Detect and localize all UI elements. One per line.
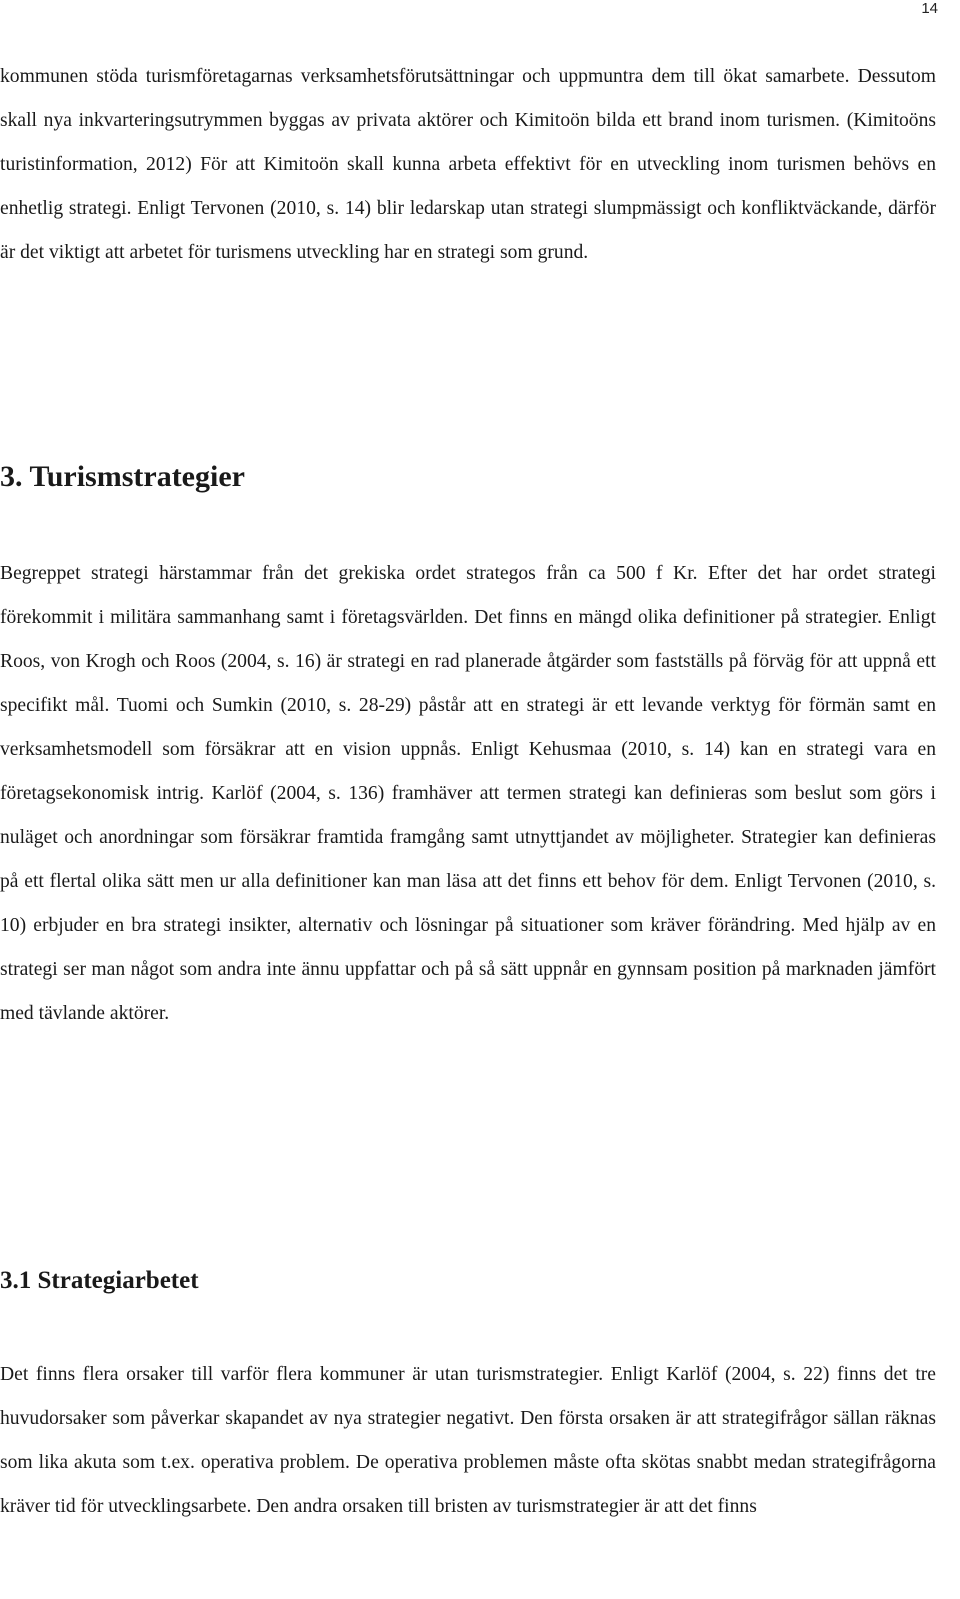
intro-paragraph: kommunen stöda turismföretagarnas verksamhetsförutsättningar och uppmuntra dem till ökat samarbete. Dessutom skall nya inkvarteringsutrymmen byggas av privata aktörer och Kimitoön bilda ett brand inom turismen. (Kimitoöns turistinformation, 2012) För att Kimitoön skall kunna arbeta effektivt för en utveckling inom turismen behövs en enhetlig strategi. Enligt Tervonen (2010, s. 14) blir ledarskap utan strategi slumpmässigt och konfliktväckande, därför är det viktigt att arbetet för turismens utveckling har en strategi som grund.	[0, 66, 936, 263]
section-3-heading: 3. Turismstrategier	[0, 460, 245, 493]
intro-paragraph-block	[0, 55, 936, 275]
section-3-1-paragraph-block	[0, 1353, 936, 1529]
section-3-paragraph-block	[0, 552, 936, 1036]
page-number: 14	[921, 0, 938, 17]
section-3-1-heading: 3.1 Strategiarbetet	[0, 1267, 199, 1294]
section-3-1-paragraph: Det finns flera orsaker till varför flera kommuner är utan turismstrategier. Enligt Karlöf (2004, s. 22) finns det tre huvudorsaker som påverkar skapandet av nya strategier negativt. Den första orsaken är att strategifrågor sällan räknas som lika akuta som t.ex. operativa problem. De operativa problemen måste ofta skötas snabbt medan strategifrågorna kräver tid för utvecklingsarbete. Den andra orsaken till bristen av turismstrategier är att det finns	[0, 1364, 936, 1517]
section-3-paragraph: Begreppet strategi härstammar från det grekiska ordet strategos från ca 500 f Kr. Efter det har ordet strategi förekommit i militära sammanhang samt i företagsvärlden. Det finns en mängd olika definitioner på strategier. Enligt Roos, von Krogh och Roos (2004, s. 16) är strategi en rad planerade åtgärder som fastställs på förväg för att uppnå ett specifikt mål. Tuomi och Sumkin (2010, s. 28-29) påstår att en strategi är ett levande verktyg för förmän samt en verksamhetsmodell som försäkrar att en vision uppnås. Enligt Kehusmaa (2010, s. 14) kan en strategi vara en företagsekonomisk intrig. Karlöf (2004, s. 136) framhäver att termen strategi kan definieras som beslut som görs i nuläget och anordningar som försäkrar framtida framgång samt utnyttjandet av möjligheter. Strategier kan definieras på ett flertal olika sätt men ur alla definitioner kan man läsa att det finns ett behov för dem. Enligt Tervonen (2010, s. 10) erbjuder en bra strategi insikter, alternativ och lösningar på situationer som kräver förändring. Med hjälp av en strategi ser man något som andra inte ännu uppfattar och på så sätt uppnår en gynnsam position på marknaden jämfört med tävlande aktörer.	[0, 563, 936, 1024]
